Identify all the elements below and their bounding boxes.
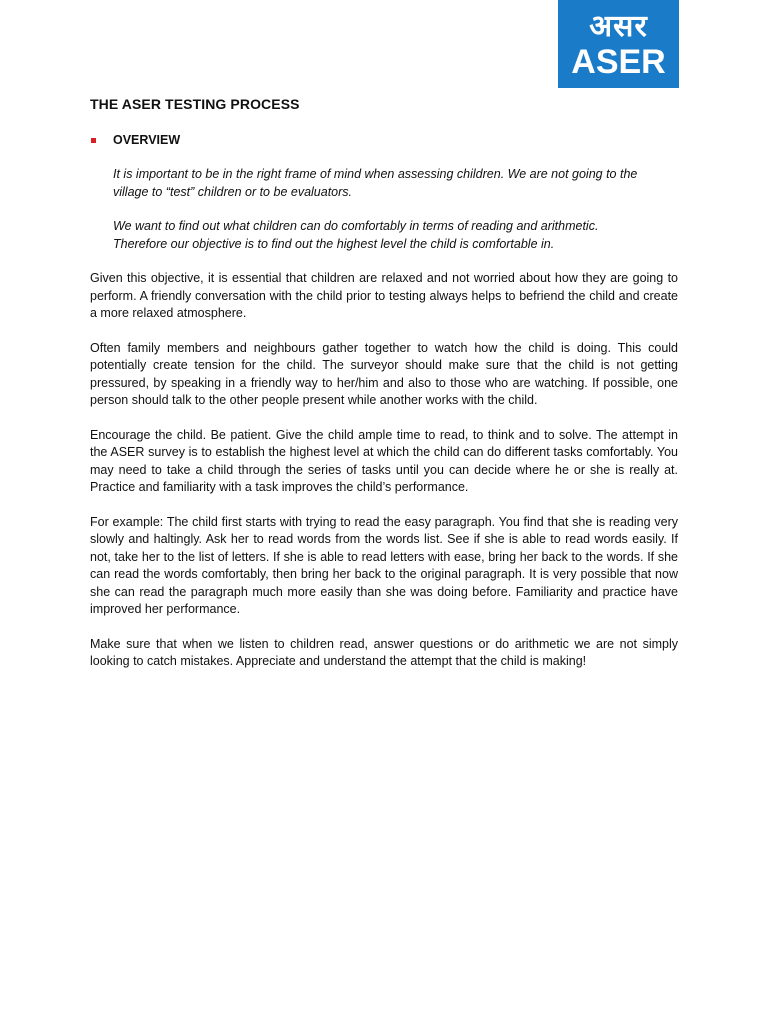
body-paragraphs [90, 270, 678, 671]
body-paragraph: For example: The child first starts with trying to read the easy paragraph. You find that she is reading very slowly and haltingly. Ask her to read words from the words list. See if she is able to read words easily. If not, take her to the list of letters. If she is able to read letters with ease, bring her back to the words. If she can read the words comfortably, then bring her back to the original paragraph. It is very possible that now she can read the paragraph much more easily than she was doing before. Familiarity and practice have improved her performance. [90, 514, 678, 616]
intro-paragraph: It is important to be in the right frame of mind when assessing children. We are not going to the village to “test” children or to be evaluators. [113, 167, 638, 199]
square-bullet-icon [91, 138, 96, 143]
intro-italic-block [113, 166, 653, 253]
body-paragraph: Often family members and neighbours gather together to watch how the child is doing. This could potentially create tension for the child. The surveyor should make sure that the child is not getting pressured, by speaking in a friendly way to her/him and also to those who are watching. If possible, one person should talk to the other people present while another works with the child. [90, 340, 678, 407]
page-title: THE ASER TESTING PROCESS [90, 96, 300, 112]
logo-hindi-text: असर [589, 9, 648, 44]
section-heading-overview [90, 132, 678, 148]
body-paragraph: Given this objective, it is essential that children are relaxed and not worried about how they are going to perform. A friendly conversation with the child prior to testing always helps to befriend the child and create a more relaxed atmosphere. [90, 271, 678, 320]
document-body [90, 94, 678, 688]
aser-logo [558, 0, 679, 88]
section-heading-label: OVERVIEW [113, 133, 181, 147]
intro-paragraph: We want to find out what children can do comfortably in terms of reading and arithmetic. Therefore our objective is to find out the highest level the child is comfortable in. [113, 219, 599, 251]
body-paragraph: Encourage the child. Be patient. Give the child ample time to read, to think and to solve. The attempt in the ASER survey is to establish the highest level at which the child can do different tasks comfortably. You may need to take a child through the series of tasks until you can decide where he or she is really at. Practice and familiarity with a task improves the child’s performance. [90, 427, 678, 494]
logo-latin-text: ASER [571, 43, 666, 81]
body-paragraph: Make sure that when we listen to children read, answer questions or do arithmetic we are not simply looking to catch mistakes. Appreciate and understand the attempt that the child is making! [90, 636, 678, 668]
